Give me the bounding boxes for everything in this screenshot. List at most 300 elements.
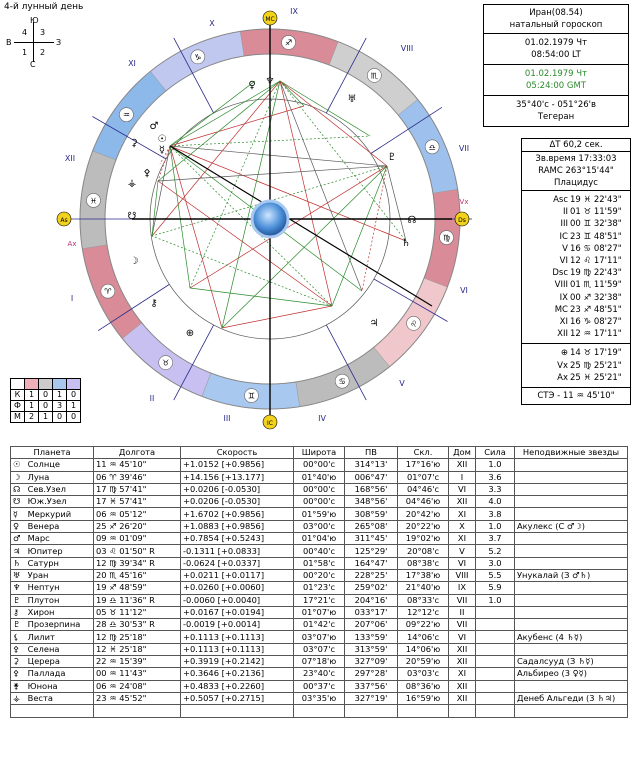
planet-icon: ☋ [13, 496, 21, 507]
cusp-row [522, 292, 630, 304]
point-row [522, 360, 630, 372]
cell-lon: 23 ♒ 45'52" [94, 692, 181, 704]
planet-glyph: ♄ [401, 238, 411, 249]
cell-lon: 22 ♒ 15'39" [94, 656, 181, 668]
cusp-key: IX [559, 292, 568, 303]
cell-dec: 16°59'ю [398, 692, 449, 704]
cell-dec: 03°03'с [398, 668, 449, 680]
cusp-row [522, 255, 630, 267]
cusp-key: XI [559, 317, 568, 328]
cusp-key: II [562, 207, 568, 218]
table-row [11, 643, 628, 655]
cell-st: Альбирео (3 ♀☿) [515, 668, 628, 680]
house-label: X [209, 19, 215, 28]
table-header: Широта [294, 447, 345, 459]
cell-pv: 297°28' [345, 668, 398, 680]
element-cell: 2 [25, 412, 39, 423]
aspect-line [158, 181, 332, 306]
planet-glyph: ⚴ [143, 168, 151, 179]
as-marker: As [60, 217, 68, 224]
sign-glyph: ♊ [247, 391, 256, 401]
gmt-time: 05:24:00 GMT [526, 81, 586, 91]
cell-lat: 01°40'ю [294, 471, 345, 483]
cell-st [515, 496, 628, 508]
planet-name: Лилит [27, 631, 55, 642]
table-header: Скл. [398, 447, 449, 459]
element-row-key: М [11, 412, 25, 423]
house-label: I [70, 294, 74, 303]
ax-marker: Ax [67, 240, 77, 248]
aspect-line [170, 146, 332, 306]
cell-st: Акулекс (С ♂☽) [515, 520, 628, 532]
cell-lat: 01°42'с [294, 619, 345, 631]
cell-st [515, 471, 628, 483]
cell-st [515, 594, 628, 606]
sign-glyph: ♐ [284, 38, 293, 48]
aspect-line [170, 146, 387, 166]
cell-lat: 00°00'с [294, 483, 345, 495]
cusp-value: 12 ♒ 17'11" [570, 329, 622, 340]
cell-sp: +0.0167 [+0.0194] [181, 606, 294, 618]
cell-sp: +1.0152 [+0.9856] [181, 459, 294, 471]
cell-h: IX [449, 582, 476, 594]
cell-sp: +0.0206 [-0.0530] [181, 483, 294, 495]
planet-icon: ☿ [13, 508, 19, 519]
sign-glyph: ♌ [410, 319, 418, 329]
planet-glyph: ⚷ [150, 298, 158, 309]
aspect-line [222, 306, 332, 328]
planet-name: Нептун [27, 582, 60, 593]
cusp-row [522, 279, 630, 291]
table-row [11, 582, 628, 594]
planet-glyph: ♂ [149, 121, 159, 132]
aspect-line [190, 166, 387, 288]
sign-glyph: ♈ [104, 287, 112, 297]
cell-lon: 12 ♓ 25'18" [94, 643, 181, 655]
sign-glyph: ♑ [194, 52, 202, 62]
element-cell: 1 [53, 390, 67, 401]
house-label: IV [318, 414, 326, 423]
cell-h: XII [449, 692, 476, 704]
vx-marker: Vx [459, 198, 469, 206]
planet-glyph: ☿ [158, 145, 166, 156]
planet-icon: ☊ [13, 484, 21, 495]
planet-icon: ⚸ [13, 631, 20, 642]
house-label: XII [64, 154, 76, 163]
cell-dec: 09°22'ю [398, 619, 449, 631]
cell-lon: 06 ♒ 05'12" [94, 508, 181, 520]
cell-f [476, 619, 515, 631]
planet-icon: ♅ [13, 570, 21, 581]
cell-lat: 00°37'с [294, 680, 345, 692]
cell-lat: 07°18'ю [294, 656, 345, 668]
cell-st [515, 533, 628, 545]
cusp-key: IC [559, 231, 568, 242]
cell-sp: +0.1113 [+0.1113] [181, 631, 294, 643]
sign-glyph: ♏ [370, 71, 378, 81]
delta-t: ΔT 60,2 сек. [522, 139, 630, 152]
planet-glyph: ⚳ [130, 138, 138, 149]
cell-pv: 259°02' [345, 582, 398, 594]
cell-sp: -0.0019 [+0.0014] [181, 619, 294, 631]
cell-dec: 20°59'ю [398, 656, 449, 668]
cell-f: 1.0 [476, 459, 515, 471]
cell-f: 3.3 [476, 483, 515, 495]
cell-sp: -0.0060 [+0.0040] [181, 594, 294, 606]
cell-st [515, 508, 628, 520]
element-table [10, 378, 81, 423]
ste-value: СТЭ - 11 ♒ 45'10" [537, 391, 615, 402]
cell-st [515, 557, 628, 569]
planet-name: Плутон [27, 594, 60, 605]
cusp-row [522, 304, 630, 316]
table-header: Долгота [94, 447, 181, 459]
table-row [11, 557, 628, 569]
moon-day-label: 4-й лунный день [4, 2, 84, 12]
element-cell: 1 [25, 401, 39, 412]
cusp-value: 19 ♍ 22'43" [570, 268, 622, 279]
sign-glyph: ♋ [338, 377, 346, 387]
cell-dec: 08°38'с [398, 557, 449, 569]
cell-lat: 00°40'с [294, 545, 345, 557]
ic-marker: IC [267, 420, 273, 427]
cell-f [476, 668, 515, 680]
cell-f: 5.5 [476, 569, 515, 581]
cusp-list [522, 191, 630, 344]
table-header: Неподвижные звезды [515, 447, 628, 459]
cell-f [476, 631, 515, 643]
cell-sp: +0.4833 [+0.2260] [181, 680, 294, 692]
cell-st [515, 483, 628, 495]
city-name: Тегеран [537, 112, 575, 122]
cusp-key: Dsc [552, 268, 568, 279]
cell-h: VI [449, 483, 476, 495]
planet-glyph: ☽ [129, 256, 139, 267]
cell-sp: +1.6702 [+0.9856] [181, 508, 294, 520]
chart-title: Иран(08.54) [529, 8, 583, 18]
cusp-value: 16 ♋ 08'27" [570, 243, 622, 254]
ds-marker: Ds [458, 217, 466, 224]
calc-box [521, 138, 631, 405]
cell-lon: 06 ♈ 39'46" [94, 471, 181, 483]
cell-st: Унукалай (З ♂♄) [515, 569, 628, 581]
cell-sp: -0.0624 [+0.0337] [181, 557, 294, 569]
table-header: ПВ [345, 447, 398, 459]
ramc: RAMC 263°15'44" [538, 166, 614, 176]
cell-dec: 04°46'с [398, 483, 449, 495]
cell-lon: 19 ♐ 48'59" [94, 582, 181, 594]
planet-glyph: ♇ [387, 152, 397, 163]
element-cell: 3 [53, 401, 67, 412]
cell-lat: 01°07'ю [294, 606, 345, 618]
cell-pv: 125°29' [345, 545, 398, 557]
cell-lat: 03°07'с [294, 643, 345, 655]
planet-icon: ⚵ [13, 680, 20, 691]
cell-lon: 05 ♉ 11'12" [94, 606, 181, 618]
cell-pv: 164°47' [345, 557, 398, 569]
coordinates: 35°40'с - 051°26'в [516, 100, 596, 110]
point-value: 25 ♓ 25'21" [570, 372, 622, 383]
planet-icon: ⚴ [13, 643, 20, 654]
cell-dec: 04°46'ю [398, 496, 449, 508]
cell-lon: 06 ♒ 24'08" [94, 680, 181, 692]
table-row [11, 459, 628, 471]
planet-name: Церера [27, 656, 60, 667]
cusp-row [522, 194, 630, 206]
cusp-row [522, 231, 630, 243]
cell-h: VI [449, 557, 476, 569]
planet-icon: ☽ [13, 471, 21, 482]
planet-glyph: ♆ [265, 76, 275, 87]
cell-lon: 09 ♒ 01'09" [94, 533, 181, 545]
cell-h: XI [449, 533, 476, 545]
cusp-value: 00 ♊ 32'38" [570, 219, 622, 230]
cell-f: 3.0 [476, 557, 515, 569]
point-key: Vx [557, 360, 568, 371]
cell-st [515, 582, 628, 594]
table-row [11, 656, 628, 668]
cell-sp: +0.0260 [+0.0060] [181, 582, 294, 594]
cell-dec: 21°40'ю [398, 582, 449, 594]
cell-dec: 12°12'с [398, 606, 449, 618]
table-row [11, 545, 628, 557]
cell-pv: 265°08' [345, 520, 398, 532]
cusp-key: V [562, 243, 568, 254]
house-label: III [223, 414, 231, 423]
element-row-key: К [11, 390, 25, 401]
cell-st: Садалсууд (З ♄☿) [515, 656, 628, 668]
aspect-line [170, 106, 304, 146]
planet-name: Юж.Узел [27, 496, 67, 507]
cell-st: Акубенс (4 ♄☿) [515, 631, 628, 643]
cell-sp: +0.5057 [+0.2715] [181, 692, 294, 704]
aspect-line [170, 146, 406, 241]
cell-lat: 01°59'ю [294, 508, 345, 520]
cell-st: Денеб Альгеди (3 ♄♃) [515, 692, 628, 704]
cell-lon: 00 ♒ 11'43" [94, 668, 181, 680]
planet-name: Венера [27, 520, 60, 531]
cell-sp: +0.0206 [-0.0530] [181, 496, 294, 508]
cusp-row [522, 316, 630, 328]
cell-h: XI [449, 668, 476, 680]
gmt-date: 01.02.1979 Чт [524, 69, 588, 79]
cell-sp: +0.7854 [+0.5243] [181, 533, 294, 545]
element-row-key: Ф [11, 401, 25, 412]
point-row [522, 347, 630, 359]
cell-h: VII [449, 594, 476, 606]
house-label: IX [290, 7, 298, 16]
element-color-cell [39, 379, 53, 390]
element-cell: 0 [39, 401, 53, 412]
cell-dec: 17°38'ю [398, 569, 449, 581]
element-color-cell [67, 379, 81, 390]
table-row [11, 483, 628, 495]
table-row [11, 631, 628, 643]
planet-icon: ☉ [13, 459, 21, 470]
compass-q4: 4 [22, 28, 28, 37]
cusp-row [522, 243, 630, 255]
cusp-key: III [560, 219, 568, 230]
planet-name: Луна [27, 471, 50, 482]
cell-dec: 08°36'ю [398, 680, 449, 692]
table-row [11, 496, 628, 508]
cell-f [476, 606, 515, 618]
element-cell: 0 [67, 412, 81, 423]
cell-lon: 25 ♐ 26'20" [94, 520, 181, 532]
table-row [11, 533, 628, 545]
cell-h: V [449, 545, 476, 557]
cell-f [476, 656, 515, 668]
cell-sp: +14.156 [+13.177] [181, 471, 294, 483]
planet-icon: ♆ [13, 582, 21, 593]
cell-f [476, 680, 515, 692]
planet-glyph: ♀ [248, 80, 256, 91]
cusp-value: 01 ♉ 11'59" [570, 207, 622, 218]
planet-glyph: ♅ [347, 94, 357, 105]
cell-h: VIII [449, 569, 476, 581]
cell-sp: +0.0211 [+0.0117] [181, 569, 294, 581]
cell-lon: 12 ♍ 39'34" R [94, 557, 181, 569]
table-row [11, 508, 628, 520]
cell-pv: 337°56' [345, 680, 398, 692]
aspect-line [170, 81, 280, 146]
table-row [11, 668, 628, 680]
cell-h: XI [449, 508, 476, 520]
cell-pv: 348°56' [345, 496, 398, 508]
table-row [11, 471, 628, 483]
planet-name: Солнце [27, 459, 60, 470]
planet-icon: ♀ [13, 520, 20, 531]
cusp-key: Asc [553, 195, 568, 205]
planet-glyph: ☉ [157, 134, 167, 145]
cell-h: X [449, 520, 476, 532]
element-cell: 1 [25, 390, 39, 401]
house-label: XI [128, 59, 136, 68]
sign-glyph: ♍ [442, 233, 451, 243]
cell-lon: 17 ♓ 57'41" [94, 496, 181, 508]
planet-icon: ⚴ [13, 668, 20, 679]
cell-f: 5.9 [476, 582, 515, 594]
point-value: 25 ♍ 25'21" [570, 360, 622, 371]
planet-glyph: ☊ [407, 215, 417, 226]
cell-lat: 03°35'ю [294, 692, 345, 704]
point-key: ⊕ [560, 348, 568, 359]
cell-h: XII [449, 459, 476, 471]
cusp-value: 16 ♑ 08'27" [570, 317, 622, 328]
cell-lat: 00°00'с [294, 496, 345, 508]
cell-f: 1.0 [476, 520, 515, 532]
aspect-line [280, 81, 387, 166]
cell-h: XII [449, 643, 476, 655]
compass-s: С [30, 60, 36, 69]
local-date: 01.02.1979 Чт [524, 38, 588, 48]
cell-lat: 03°07'ю [294, 631, 345, 643]
cell-lat: 01°04'ю [294, 533, 345, 545]
cell-f [476, 692, 515, 704]
planet-glyph: ♃ [369, 318, 379, 329]
point-value: 14 ♉ 17'19" [570, 348, 622, 359]
cell-h: XII [449, 680, 476, 692]
cell-st [515, 545, 628, 557]
cell-dec: 17°16'ю [398, 459, 449, 471]
planet-icon: ♇ [13, 619, 21, 630]
compass-w: В [6, 38, 12, 47]
cell-lat: 00°00'с [294, 459, 345, 471]
cell-lon: 17 ♍ 57'41" [94, 483, 181, 495]
earth-icon [252, 201, 288, 237]
cell-pv: 327°09' [345, 656, 398, 668]
mc-marker: MC [265, 16, 275, 23]
cell-f: 1.0 [476, 594, 515, 606]
table-row [11, 680, 628, 692]
table-empty-row [11, 705, 628, 717]
cell-dec: 01°07'с [398, 471, 449, 483]
cell-pv: 327°19' [345, 692, 398, 704]
aspect-line [152, 146, 170, 236]
cell-lat: 01°58'с [294, 557, 345, 569]
planet-glyph: ☋ [127, 211, 137, 222]
sign-glyph: ♓ [89, 196, 98, 206]
cusp-row [522, 328, 630, 340]
natal-chart-wheel [52, 6, 472, 434]
cusp-value: 00 ♐ 32'38" [570, 292, 622, 303]
planet-name: Юпитер [27, 545, 63, 556]
cell-h: I [449, 471, 476, 483]
element-cell: 0 [39, 390, 53, 401]
planet-icon: ♇ [13, 594, 21, 605]
sign-glyph: ♎ [428, 142, 436, 152]
house-label: V [399, 379, 405, 388]
aspect-line [152, 181, 158, 236]
cell-f: 4.0 [476, 496, 515, 508]
cell-h: VII [449, 619, 476, 631]
house-label: II [149, 394, 155, 403]
cell-dec: 14°06'с [398, 631, 449, 643]
planet-name: Веста [27, 693, 53, 704]
cusp-value: 23 ♊ 48'51" [570, 231, 622, 242]
cell-lat: 17°21'с [294, 594, 345, 606]
cell-f [476, 643, 515, 655]
house-label: VI [460, 286, 468, 295]
cell-f: 3.7 [476, 533, 515, 545]
cell-sp: -0.1311 [+0.0833] [181, 545, 294, 557]
cusp-row [522, 206, 630, 218]
table-header: Дом [449, 447, 476, 459]
cell-pv: 168°56' [345, 483, 398, 495]
star-time: Зв.время 17:33:03 [535, 154, 617, 164]
cell-lat: 00°20'с [294, 569, 345, 581]
planet-icon: ⚶ [13, 693, 21, 704]
element-cell: 1 [39, 412, 53, 423]
cell-st [515, 643, 628, 655]
table-row [11, 569, 628, 581]
cell-sp: +0.3919 [+0.2142] [181, 656, 294, 668]
cell-lon: 12 ♍ 25'18" [94, 631, 181, 643]
cell-st [515, 680, 628, 692]
element-color-cell [25, 379, 39, 390]
planet-name: Меркурий [27, 508, 72, 519]
house-label: VIII [400, 44, 414, 53]
cusp-key: MC [554, 304, 568, 315]
planet-icon: ⚳ [13, 656, 20, 667]
cell-lat: 23°40'с [294, 668, 345, 680]
cell-dec: 20°42'ю [398, 508, 449, 520]
planet-glyph: ⊕ [185, 328, 195, 339]
cell-pv: 314°13' [345, 459, 398, 471]
house-label: VII [458, 144, 470, 153]
planet-name: Марс [27, 533, 50, 544]
table-row [11, 594, 628, 606]
